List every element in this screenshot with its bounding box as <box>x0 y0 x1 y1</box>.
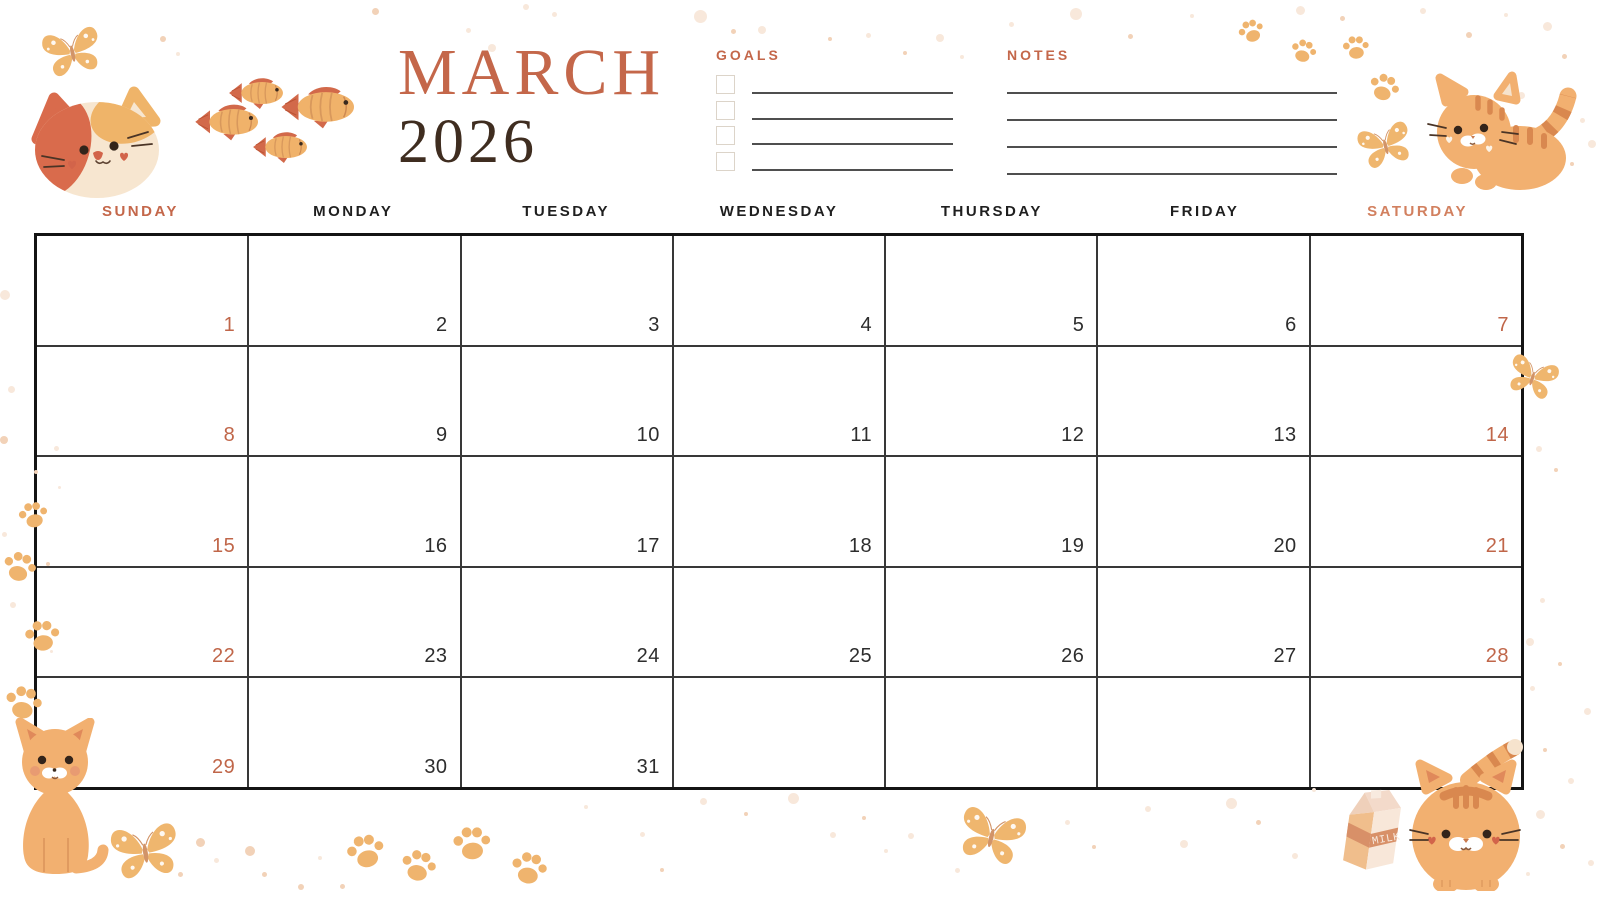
decor-dot <box>1128 34 1133 39</box>
chubby-cat-illustration <box>1394 736 1534 891</box>
decor-dot <box>1568 778 1574 784</box>
goal-row <box>716 126 953 145</box>
calendar-week-row <box>37 455 1521 566</box>
calendar-week-row <box>37 345 1521 456</box>
decor-dot <box>1584 708 1591 715</box>
date-number: 20 <box>1273 534 1297 557</box>
calendar-cell[interactable] <box>884 678 1096 787</box>
weekday-friday: FRIDAY <box>1169 203 1240 220</box>
date-number: 28 <box>1485 645 1509 668</box>
goal-checkbox[interactable] <box>716 152 735 171</box>
calendar-cell[interactable] <box>884 457 1096 566</box>
decor-dot <box>0 290 10 300</box>
decor-dot <box>1180 840 1188 848</box>
weekday-thursday: THURSDAY <box>940 203 1043 220</box>
date-number: 13 <box>1273 424 1297 447</box>
goal-row <box>716 152 953 171</box>
decor-dot <box>1536 810 1545 819</box>
fish-icon <box>229 78 283 109</box>
weekday-wednesday: WEDNESDAY <box>719 203 839 220</box>
decor-dot <box>1226 798 1237 809</box>
title-block <box>398 36 666 176</box>
date-number: 31 <box>636 755 660 778</box>
calendar-week-row <box>37 566 1521 677</box>
butterfly-icon <box>103 809 186 890</box>
fish-school-illustration <box>194 76 358 168</box>
calendar-cell[interactable] <box>247 568 459 677</box>
decor-dot <box>1560 844 1565 849</box>
date-number: 18 <box>848 534 873 557</box>
decor-dot <box>960 55 964 59</box>
decor-dot <box>788 793 799 804</box>
decor-dot <box>1536 446 1542 452</box>
goals-section <box>716 47 953 177</box>
notes-section <box>1007 47 1337 175</box>
date-number: 7 <box>1497 313 1509 336</box>
decor-dot <box>908 833 914 839</box>
decor-dot <box>936 34 944 42</box>
date-number: 2 <box>435 313 448 336</box>
calendar-cell[interactable] <box>37 457 247 566</box>
calendar-cell[interactable] <box>247 347 459 456</box>
calendar-cell[interactable] <box>672 568 884 677</box>
date-number: 16 <box>424 534 448 557</box>
calendar-cell[interactable] <box>1309 457 1521 566</box>
note-line <box>1007 94 1337 121</box>
goals-rows <box>716 75 953 171</box>
date-number: 11 <box>850 424 873 447</box>
calendar-cell[interactable] <box>37 236 247 345</box>
paw-print-icon <box>22 616 63 657</box>
decor-dot <box>1145 806 1151 812</box>
decor-dot <box>8 386 15 393</box>
decor-dot <box>160 36 166 42</box>
date-number: 21 <box>1485 534 1509 557</box>
calendar-cell[interactable] <box>247 678 459 787</box>
weekday-tuesday: TUESDAY <box>522 203 611 220</box>
decor-dot <box>34 470 38 474</box>
date-number: 4 <box>860 313 873 336</box>
decor-dot <box>340 884 345 889</box>
date-number: 15 <box>212 534 236 557</box>
decor-dot <box>700 798 707 805</box>
calendar-grid <box>34 233 1524 790</box>
decor-dot <box>862 816 866 820</box>
fish-icon <box>195 105 258 141</box>
decor-dot <box>884 849 888 853</box>
date-number: 24 <box>636 645 660 668</box>
calendar-cell[interactable] <box>884 568 1096 677</box>
decor-dot <box>828 37 832 41</box>
decor-dot <box>46 562 50 566</box>
calendar-cell[interactable] <box>1309 347 1521 456</box>
calendar-cell[interactable] <box>884 347 1096 456</box>
calico-cat-illustration <box>24 72 170 198</box>
milk-label: MILK <box>1371 831 1402 849</box>
calendar-cell[interactable] <box>1096 678 1308 787</box>
decor-dot <box>1540 598 1545 603</box>
decor-dot <box>640 832 645 837</box>
date-number: 22 <box>212 645 236 668</box>
notes-label: NOTES <box>1007 47 1071 63</box>
decor-dot <box>955 868 960 873</box>
paw-print-icon <box>397 845 441 889</box>
decor-dot <box>1292 853 1298 859</box>
date-number: 27 <box>1273 645 1297 668</box>
decor-dot <box>10 602 16 608</box>
decor-dot <box>660 868 664 872</box>
decor-dot <box>1543 748 1547 752</box>
paw-print-icon <box>342 828 390 876</box>
decor-dot <box>1554 468 1558 472</box>
decor-dot <box>176 52 180 56</box>
date-number: 26 <box>1061 645 1085 668</box>
decor-dot <box>731 29 736 34</box>
calendar-cell[interactable] <box>460 568 672 677</box>
date-number: 19 <box>1061 534 1085 557</box>
calendar-cell[interactable] <box>1096 568 1308 677</box>
decor-dot <box>1504 13 1508 17</box>
date-number: 25 <box>848 645 873 668</box>
decor-dot <box>1065 820 1070 825</box>
decor-dot <box>1558 662 1562 666</box>
calendar-cell[interactable] <box>672 236 884 345</box>
decor-dot <box>1466 32 1472 38</box>
weekday-saturday: SATURDAY <box>1367 203 1469 220</box>
paw-print-icon <box>451 823 494 866</box>
fish-icon <box>281 87 354 128</box>
calendar-cell[interactable] <box>1096 457 1308 566</box>
date-number: 12 <box>1061 424 1085 447</box>
decor-dot <box>1256 820 1261 825</box>
decor-dot <box>523 4 529 10</box>
calendar-cell[interactable] <box>247 457 459 566</box>
date-number: 17 <box>636 534 660 557</box>
decor-dot <box>830 832 836 838</box>
goal-row <box>716 75 953 94</box>
goal-line <box>752 126 953 145</box>
decor-dot <box>584 805 588 809</box>
date-number: 8 <box>223 424 236 447</box>
weekday-sunday: SUNDAY <box>101 203 179 220</box>
calendar-cell[interactable] <box>247 236 459 345</box>
calendar-cell[interactable] <box>884 236 1096 345</box>
decor-dot <box>1070 8 1082 20</box>
paw-print-icon <box>1234 14 1269 49</box>
decor-dot <box>1312 788 1316 792</box>
date-number: 10 <box>636 424 660 447</box>
decor-dot <box>694 10 707 23</box>
decor-dot <box>372 8 379 15</box>
sitting-cat-illustration <box>2 718 112 878</box>
calendar-cell[interactable] <box>37 568 247 677</box>
decor-dot <box>758 26 766 34</box>
fish-icon <box>253 132 307 163</box>
calendar-cell[interactable] <box>460 347 672 456</box>
paw-print-icon <box>1364 68 1404 108</box>
date-number: 30 <box>424 755 448 778</box>
decor-dot <box>298 884 304 890</box>
calendar-cell[interactable] <box>460 457 672 566</box>
year-title: 2026 <box>398 108 538 176</box>
butterfly-icon <box>949 792 1036 876</box>
notes-rows <box>1007 72 1337 175</box>
goal-line <box>752 152 953 171</box>
date-number: 5 <box>1072 313 1085 336</box>
butterfly-icon <box>1350 109 1421 178</box>
decor-dot <box>1588 140 1596 148</box>
goal-checkbox[interactable] <box>716 126 735 145</box>
calendar-cell[interactable] <box>37 347 247 456</box>
decor-dot <box>214 858 219 863</box>
date-number: 23 <box>424 645 448 668</box>
decor-dot <box>466 28 471 33</box>
decor-dot <box>318 856 322 860</box>
date-number: 6 <box>1285 313 1297 336</box>
goals-label: GOALS <box>716 47 781 63</box>
decor-dot <box>1580 118 1585 123</box>
calendar-cell[interactable] <box>1096 236 1308 345</box>
decor-dot <box>1526 638 1534 646</box>
decor-dot <box>245 846 255 856</box>
decor-dot <box>1190 14 1194 18</box>
decor-dot <box>1420 8 1426 14</box>
date-number: 29 <box>212 755 236 778</box>
paw-print-icon <box>15 497 52 534</box>
goal-checkbox[interactable] <box>716 75 735 94</box>
decor-dot <box>1296 6 1305 15</box>
decor-dot <box>1340 16 1345 21</box>
decor-dot <box>552 12 557 17</box>
decor-dot <box>1530 686 1535 691</box>
note-line <box>1007 72 1337 94</box>
calendar-cell[interactable] <box>672 347 884 456</box>
calendar-cell[interactable] <box>460 236 672 345</box>
decor-dot <box>262 872 267 877</box>
decor-dot <box>196 838 205 847</box>
calendar-cell[interactable] <box>672 457 884 566</box>
goal-line <box>752 101 953 120</box>
decor-dot <box>0 436 8 444</box>
month-title: MARCH <box>398 36 666 109</box>
date-number: 9 <box>435 424 448 447</box>
playful-cat-illustration <box>1420 56 1580 196</box>
decor-dot <box>2 532 7 537</box>
decor-dot <box>54 446 59 451</box>
decor-dot <box>1588 860 1594 866</box>
note-line <box>1007 121 1337 148</box>
calendar-week-row <box>37 236 1521 345</box>
calendar-cell[interactable] <box>1309 236 1521 345</box>
decor-dot <box>1092 845 1096 849</box>
decor-dot <box>1009 22 1014 27</box>
note-line <box>1007 148 1337 175</box>
weekday-monday: MONDAY <box>313 203 394 220</box>
date-number: 14 <box>1485 424 1509 447</box>
paw-print-icon <box>1341 33 1371 63</box>
goal-row <box>716 101 953 120</box>
date-number: 1 <box>223 313 236 336</box>
calendar-cell[interactable] <box>672 678 884 787</box>
calendar-cell[interactable] <box>1096 347 1308 456</box>
calendar-cell[interactable] <box>1309 568 1521 677</box>
decor-dot <box>1543 22 1552 31</box>
decor-dot <box>58 486 61 489</box>
calendar-week-row <box>37 676 1521 787</box>
goal-checkbox[interactable] <box>716 101 735 120</box>
paw-print-icon <box>507 847 551 891</box>
calendar-cell[interactable] <box>460 678 672 787</box>
date-number: 3 <box>648 313 660 336</box>
goal-line <box>752 75 953 94</box>
decor-dot <box>744 812 748 816</box>
decor-dot <box>866 33 871 38</box>
weekday-header <box>34 203 1524 221</box>
